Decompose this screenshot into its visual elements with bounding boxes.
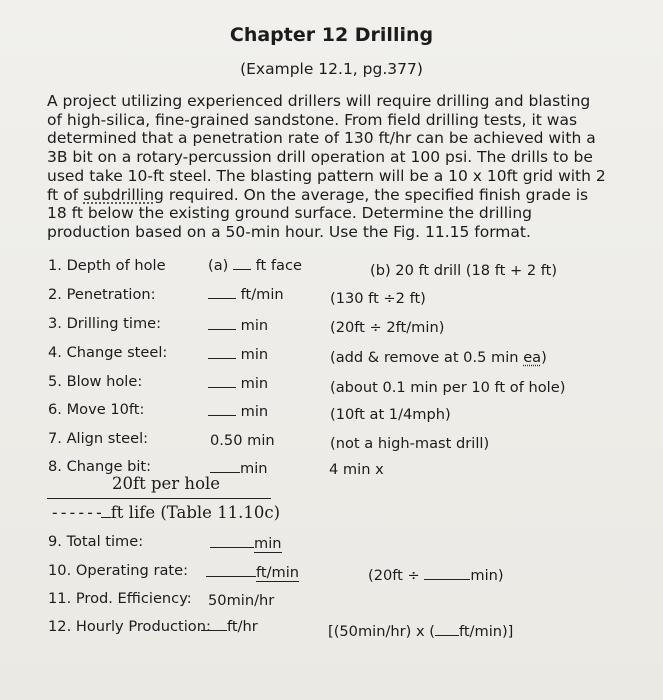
row-1-note: (b) 20 ft drill (18 ft + 2 ft) (370, 262, 558, 279)
row-3-answer (208, 317, 268, 334)
row-10-label: 10. Operating rate: (48, 562, 189, 579)
row-2-note: (130 ft ÷2 ft) (330, 290, 426, 307)
problem-text-part1: A project utilizing experienced drillers will require drilling and blasting of high-silica, fine-grained sandstone. From field drilling tests, it was determined that a penetration rate of 130 ft/hr can be achieved with a 3B bit on a rotary-percussion drill operation at 100 psi. The drills to be used take 10-ft steel. The blasting pattern will be a 10 x 10ft grid with 2 ft of (47, 92, 606, 204)
fraction-blank[interactable] (101, 516, 111, 518)
row-12-note-a: [(50min/hr) x ( (328, 623, 435, 640)
row-4-note-underlined: ea (523, 349, 542, 366)
row-3-label: 3. Drilling time: (48, 315, 162, 332)
row-6-unit: min (240, 403, 269, 420)
row-9-blank[interactable] (210, 546, 254, 548)
row-1-unit: ft face (255, 257, 302, 274)
row-6-note: (10ft at 1/4mph) (330, 406, 451, 423)
row-12-note (328, 623, 513, 640)
fraction-blank-dashes[interactable]: - - - - - - (52, 503, 101, 522)
problem-statement (47, 92, 607, 242)
row-5-note: (about 0.1 min per 10 ft of hole) (330, 379, 566, 396)
page-subtitle: (Example 12.1, pg.377) (240, 60, 423, 78)
fraction-numerator: 20ft per hole (112, 474, 221, 493)
row-5-label: 5. Blow hole: (48, 373, 143, 390)
fraction-denominator-text: ft life (Table 11.10c) (110, 503, 281, 522)
row-2-answer (208, 286, 284, 303)
row-12-label: 12. Hourly Production: (48, 618, 211, 635)
row-3-note: (20ft ÷ 2ft/min) (330, 319, 445, 336)
row-6-blank[interactable] (208, 414, 236, 416)
row-7-note: (not a high-mast drill) (330, 435, 490, 452)
row-1-answer (208, 257, 302, 274)
row-6-answer (208, 403, 268, 420)
row-5-unit: min (240, 375, 269, 392)
problem-text-part2: required. On the average, the specified finish grade is 18 ft below the existing ground surface. Determine the drilling production based on a 50-min hour. Use the Fig. 11.15 format. (47, 185, 589, 241)
row-10-blank[interactable] (206, 575, 256, 577)
row-10-unit: ft/min (256, 564, 300, 581)
row-12-note-b: ft/min)] (458, 623, 514, 640)
row-12-unit: ft/hr (227, 618, 258, 635)
row-8-unit: min (240, 460, 268, 477)
fraction-denominator (52, 503, 280, 522)
row-10-answer (206, 564, 299, 581)
row-10-note (368, 567, 504, 584)
row-8-note: 4 min x (329, 461, 384, 478)
row-6-label: 6. Move 10ft: (48, 401, 145, 418)
row-3-unit: min (240, 317, 269, 334)
row-1-label: 1. Depth of hole (48, 257, 166, 274)
row-3-blank[interactable] (208, 328, 236, 330)
row-4-label: 4. Change steel: (48, 344, 168, 361)
problem-text-underlined: subdrilling (83, 185, 164, 204)
row-11-label: 11. Prod. Efficiency: (48, 590, 192, 607)
row-1-a-prefix: (a) (208, 257, 229, 274)
row-9-label: 9. Total time: (48, 533, 144, 550)
fraction-bar (47, 498, 271, 499)
row-7-label: 7. Align steel: (48, 430, 149, 447)
row-8-label: 8. Change bit: (48, 458, 152, 475)
row-9-answer (210, 535, 282, 552)
row-4-note (330, 349, 547, 366)
row-10-note-blank[interactable] (424, 578, 470, 580)
row-12-note-blank[interactable] (435, 634, 459, 636)
row-4-note-b: ) (541, 349, 547, 366)
row-10-note-a: (20ft ÷ (368, 567, 420, 584)
row-8-blank[interactable] (210, 471, 240, 473)
row-11-value: 50min/hr (208, 592, 275, 609)
row-1-blank[interactable] (233, 268, 251, 270)
row-5-blank[interactable] (208, 386, 236, 388)
page-title: Chapter 12 Drilling (229, 24, 434, 46)
row-4-unit: min (240, 346, 269, 363)
row-4-note-a: (add & remove at 0.5 min (330, 349, 524, 366)
row-12-blank[interactable] (201, 629, 227, 631)
row-12-answer (201, 618, 258, 635)
row-7-value: 0.50 min (210, 432, 275, 449)
row-4-blank[interactable] (208, 357, 236, 359)
row-2-unit: ft/min (240, 286, 284, 303)
row-2-label: 2. Penetration: (48, 286, 156, 303)
row-5-answer (208, 375, 268, 392)
row-10-note-b: min) (470, 567, 504, 584)
row-4-answer (208, 346, 268, 363)
row-2-blank[interactable] (208, 297, 236, 299)
row-9-unit: min (254, 535, 282, 552)
